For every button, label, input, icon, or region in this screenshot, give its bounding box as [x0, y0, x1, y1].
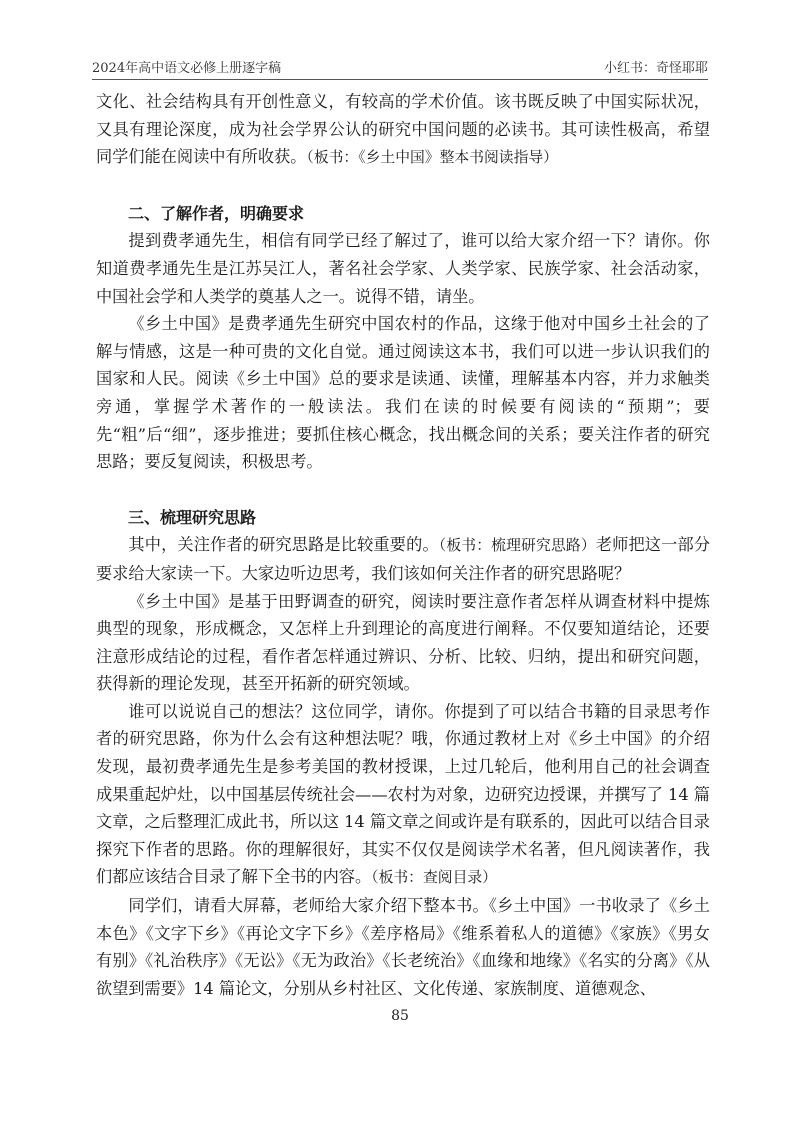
paragraph-field-research: 《乡土中国》是基于田野调查的研究，阅读时要注意作者怎样从调查材料中提炼典型的现象，形成概念，又怎样上升到理论的高度进行阐释。不仅要知道结论，还要注意形成结论的过程，看作者怎样通过辨识、分析、比较、归纳，提出和研究问题，获得新的理论发现，甚至开拓新的研究领域。	[96, 591, 710, 694]
header-left-title: 2024年高中语文必修上册逐字稿	[92, 61, 282, 76]
section-heading-understand-author: 二、了解作者，明确要求	[128, 203, 305, 223]
page-header	[92, 52, 708, 76]
section-gap	[96, 476, 710, 504]
header-right-source: 小红书：奇怪耶耶	[603, 61, 708, 76]
paragraph-author-intro: 提到费孝通先生，相信有同学已经了解过了，谁可以给大家介绍一下？请你。你知道费孝通先生是江苏吴江人，著名社会学家、人类学家、民族学家、社会活动家，中国社会学和人类学的奠基人之一。说得不错，请坐。	[96, 231, 710, 306]
blackboard-note: （板书：《乡土中国》整本书阅读指导）	[306, 149, 558, 167]
paragraph-text: 谁可以说说自己的想法？这位同学，请你。你提到了可以结合书籍的目录思考作者的研究思路，你为什么会有这种想法呢？哦，你通过教材上对《乡土中国》的介绍发现，最初费孝通先生是参考美国的教材授课，上过几轮后，他利用自己的社会调查成果重起炉灶，以中国基层传统社会——农村为对象，边研究边授课，并撰写了 14 篇文章，之后整理汇成此书，所以这 14 篇文章之间或许是有联系的，因此可以结合目录探究下作者的思路。你的理解很好，其实不仅仅是阅读学术名著，但凡阅读著作，我们都应该结合目录了解下全书的内容。	[96, 701, 710, 887]
paragraph-reading-requirements: 《乡土中国》是费孝通先生研究中国农村的作品，这缘于他对中国乡土社会的了解与情感，这是一种可贵的文化自觉。通过阅读这本书，我们可以进一步认识我们的国家和人民。阅读《乡土中国》总的要求是读通、读懂，理解基本内容，并力求触类旁通，掌握学术著作的一般读法。我们在读的时候要有阅读的“预期”；要先“粗”后“细”，逐步推进；要抓住核心概念，找出概念间的关系；要关注作者的研究思路；要反复阅读，积极思考。	[96, 314, 710, 472]
paragraph-student-discussion	[96, 698, 710, 892]
paragraph-text: 老师把这一部分要求给大家读一下。大家边听边思考，我们该如何关注作者的研究思路呢？	[96, 535, 711, 583]
paragraph-text: 其中，关注作者的研究思路是比较重要的。	[128, 535, 439, 555]
paragraph-intro-continued	[96, 88, 710, 172]
blackboard-note: （板书：查阅目录）	[371, 869, 497, 887]
paragraph-research-focus	[96, 531, 710, 587]
page-number: 85	[391, 1008, 409, 1024]
blackboard-note: （板书：梳理研究思路）	[438, 537, 596, 555]
section-heading-research-approach: 三、梳理研究思路	[128, 507, 257, 527]
page-body	[96, 88, 710, 1002]
paragraph-book-contents: 同学们，请看大屏幕，老师给大家介绍下整本书。《乡土中国》一书收录了《乡土本色》《文字下乡》《再论文字下乡》《差序格局》《维系着私人的道德》《家族》《男女有别》《礼治秩序》《无讼》《无为政治》《长老统治》《血缘和地缘》《名实的分离》《从欲望到需要》14 篇论文，分别从乡村社区、文化传递、家族制度、道德观念、	[96, 896, 710, 998]
section-gap	[96, 172, 710, 200]
header-divider	[92, 79, 708, 80]
paragraph-text: 文化、社会结构具有开创性意义，有较高的学术价值。该书既反映了中国实际状况，又具有理论深度，成为社会学界公认的研究中国问题的必读书。其可读性极高，希望同学们能在阅读中有所收获。	[96, 92, 710, 167]
